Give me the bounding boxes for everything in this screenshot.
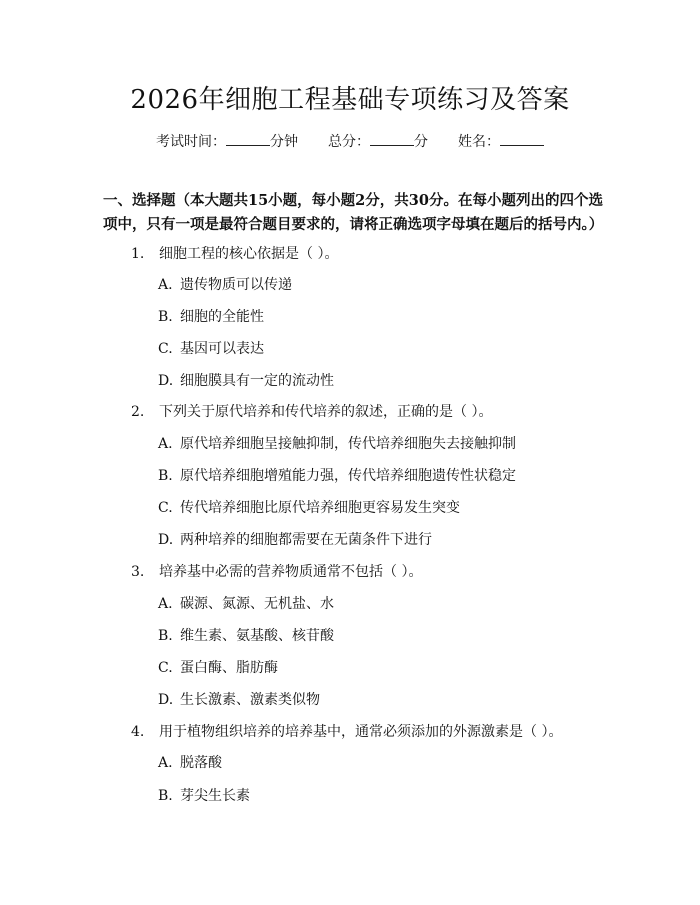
option-1c	[158, 338, 264, 360]
name-blank	[500, 131, 544, 146]
page-title: 2026年细胞工程基础专项练习及答案	[130, 85, 570, 115]
option-text: 遗传物质可以传递	[180, 277, 292, 293]
question-2	[131, 401, 492, 423]
option-2b	[158, 465, 516, 487]
question-text: 下列关于原代培养和传代培养的叙述，正确的是（ ）。	[159, 404, 493, 420]
question-text: 培养基中必需的营养物质通常不包括（ ）。	[159, 564, 423, 580]
option-text: 蛋白酶、脂肪酶	[180, 660, 278, 676]
option-letter: C.	[158, 341, 173, 357]
option-text: 维生素、氨基酸、核苷酸	[180, 628, 334, 644]
exam-meta-line	[0, 131, 700, 153]
score-blank	[370, 131, 414, 146]
option-2a	[158, 433, 516, 455]
option-letter: A.	[158, 277, 173, 293]
option-text: 生长激素、激素类似物	[180, 692, 320, 708]
option-text: 细胞膜具有一定的流动性	[180, 373, 334, 389]
option-text: 传代培养细胞比原代培养细胞更容易发生突变	[180, 500, 460, 516]
option-3b	[158, 625, 334, 647]
name-label: 姓名：	[458, 134, 500, 150]
option-letter: D.	[158, 692, 174, 708]
option-text: 脱落酸	[180, 755, 222, 771]
option-text: 芽尖生长素	[180, 788, 250, 804]
question-1	[131, 243, 338, 265]
option-1d	[158, 370, 334, 392]
question-3	[131, 561, 422, 583]
option-text: 原代培养细胞增殖能力强，传代培养细胞遗传性状稳定	[180, 468, 516, 484]
option-letter: D.	[158, 373, 174, 389]
question-4	[131, 721, 562, 743]
question-number: 4.	[131, 724, 145, 740]
option-letter: D.	[158, 532, 174, 548]
section-heading: 一、选择题（本大题共15小题，每小题2分，共30分。在每小题列出的四个选项中，只有一项是最符合题目要求的，请将正确选项字母填在题后的括号内。）	[103, 192, 604, 233]
option-3a	[158, 593, 334, 615]
option-letter: A.	[158, 755, 173, 771]
question-number: 2.	[131, 404, 145, 420]
option-1a	[158, 274, 292, 296]
option-letter: A.	[158, 436, 173, 452]
option-text: 两种培养的细胞都需要在无菌条件下进行	[180, 532, 432, 548]
option-letter: B.	[158, 788, 173, 804]
question-number: 1.	[131, 246, 145, 262]
option-4b	[158, 785, 250, 807]
option-letter: A.	[158, 596, 173, 612]
question-text: 用于植物组织培养的培养基中，通常必须添加的外源激素是（ ）。	[159, 724, 563, 740]
option-text: 碳源、氮源、无机盐、水	[180, 596, 334, 612]
option-3c	[158, 657, 278, 679]
option-letter: B.	[158, 309, 173, 325]
option-letter: C.	[158, 660, 173, 676]
option-text: 原代培养细胞呈接触抑制，传代培养细胞失去接触抑制	[180, 436, 516, 452]
score-label: 总分：	[328, 134, 370, 150]
time-label: 考试时间：	[156, 134, 226, 150]
option-2d	[158, 529, 432, 551]
question-number: 3.	[131, 564, 145, 580]
time-blank	[226, 131, 270, 146]
option-letter: B.	[158, 628, 173, 644]
option-4a	[158, 752, 222, 774]
time-unit: 分钟	[270, 134, 298, 150]
option-text: 基因可以表达	[180, 341, 264, 357]
option-1b	[158, 306, 264, 328]
score-unit: 分	[414, 134, 428, 150]
option-text: 细胞的全能性	[180, 309, 264, 325]
option-letter: B.	[158, 468, 173, 484]
option-2c	[158, 497, 460, 519]
question-text: 细胞工程的核心依据是（ ）。	[159, 246, 339, 262]
option-letter: C.	[158, 500, 173, 516]
option-3d	[158, 689, 320, 711]
